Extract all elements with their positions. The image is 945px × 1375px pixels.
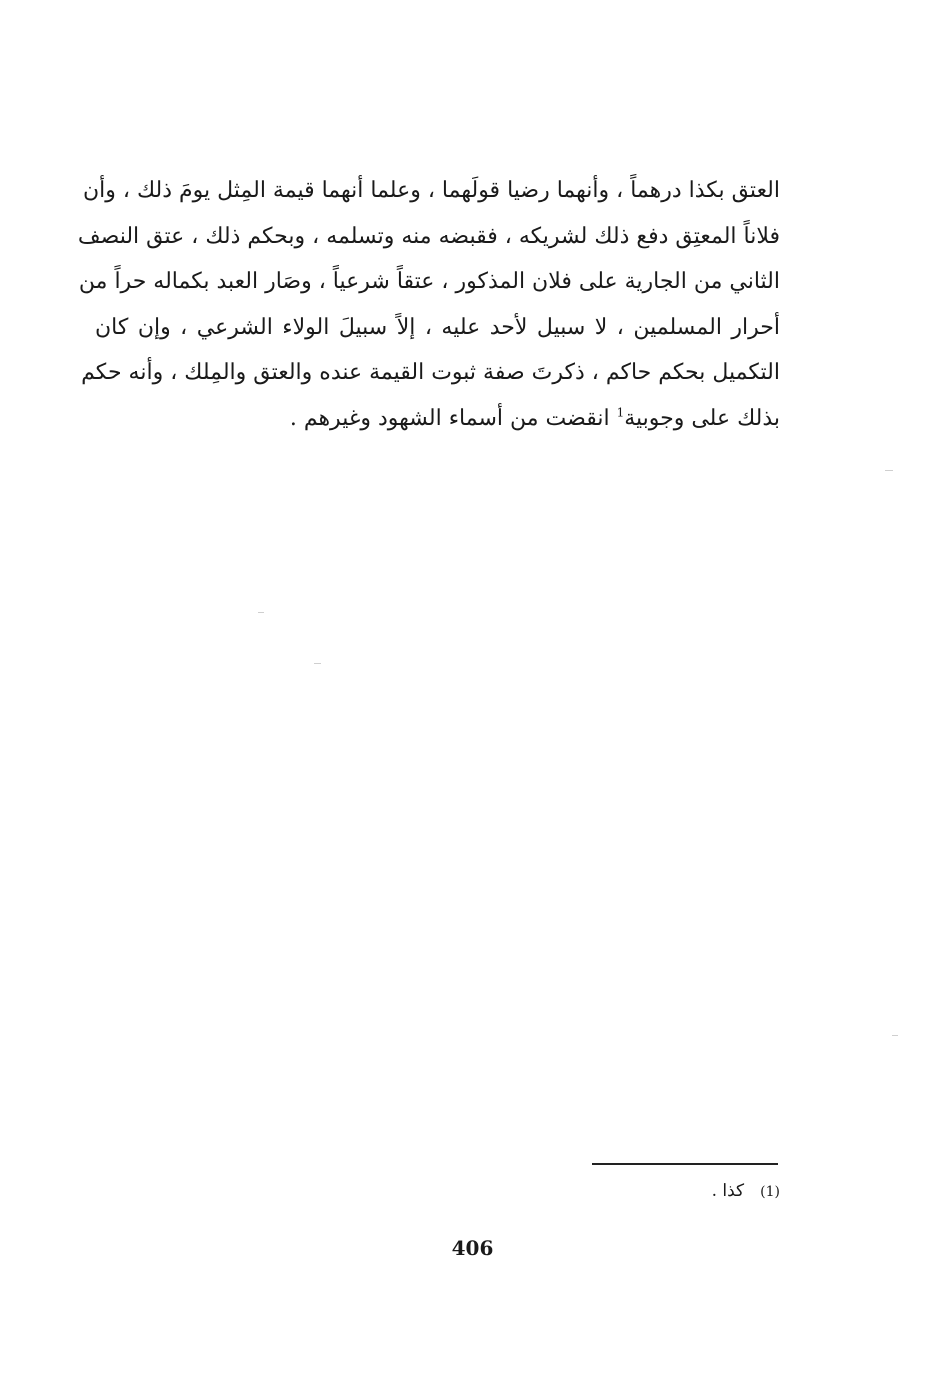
text-line: الثاني من الجارية على فلان المذكور ، عتقاً شرعياً ، وصَار العبد بكماله حراً من — [78, 269, 780, 294]
footnote-text: كذا . — [711, 1181, 745, 1201]
text-line: العتق بكذا درهماً ، وأنهما رضيا قولَهما ، وعلما أنهما قيمة المِثل يومَ ذلك ، وأن — [82, 178, 780, 203]
scan-speck — [885, 470, 893, 471]
body-paragraph — [77, 168, 780, 441]
footnote-separator — [592, 1163, 778, 1165]
scan-speck — [314, 663, 321, 664]
footnote — [560, 1178, 780, 1205]
footnote-number: (1) — [760, 1184, 780, 1200]
scan-speck — [258, 612, 264, 613]
footnote-reference: 1 — [616, 405, 625, 420]
scan-speck — [892, 1035, 898, 1036]
last-line-start: بذلك على وجوبية — [624, 405, 780, 431]
text-line: فلاناً المعتِق دفع ذلك لشريكه ، فقبضه منه وتسلمه ، وبحكم ذلك ، عتق النصف — [77, 223, 780, 249]
text-line: التكميل بحكم حاكم ، ذكرتَ صفة ثبوت القيمة عنده والعتق والمِلك ، وأنه حكم — [81, 360, 780, 385]
text-line: أحرار المسلمين ، لا سبيل لأحد عليه ، إلاً سبيلَ الولاء الشرعي ، وإن كان — [95, 314, 780, 340]
last-line-end: انقضت من أسماء الشهود وغيرهم . — [289, 405, 617, 431]
text-line-last — [95, 396, 780, 442]
page-number: 406 — [451, 1236, 494, 1260]
